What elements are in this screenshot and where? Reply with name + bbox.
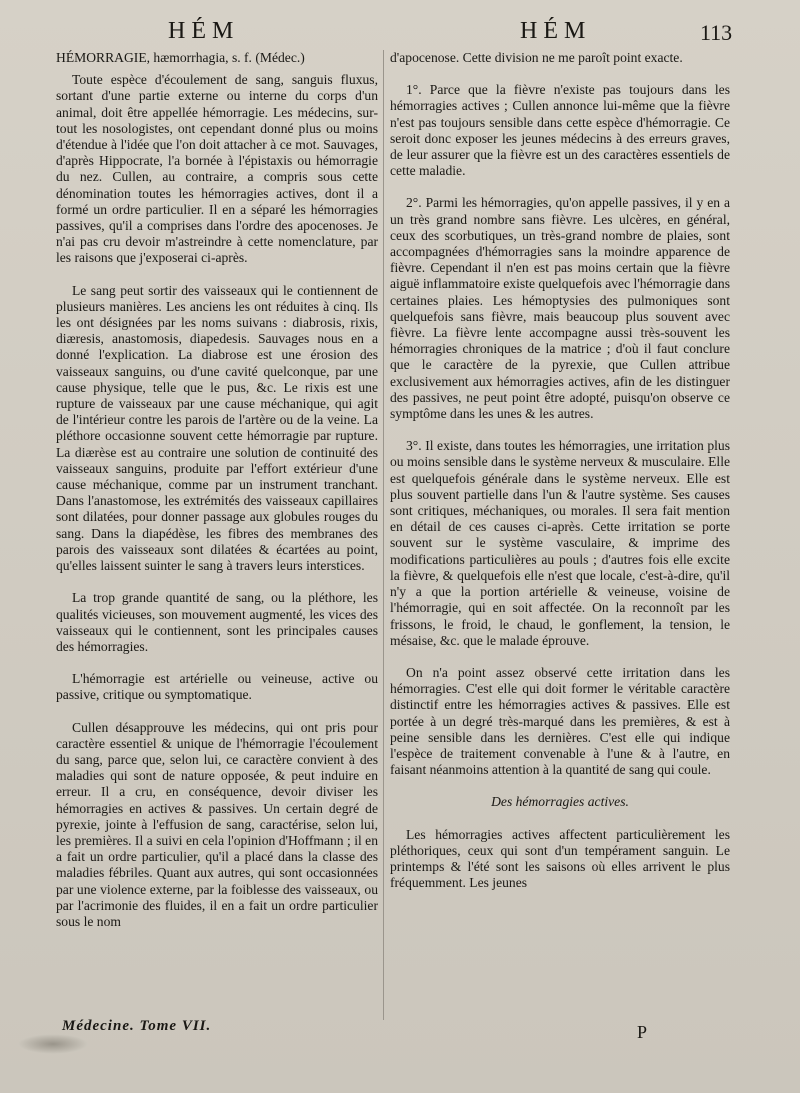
paragraph: Cullen désapprouve les médecins, qui ont pris pour caractère essentiel & unique de l'hémorragie l'écoulement du sang, parce que, selon lui, ce caractère convient à des maladies qui sont de nature opposée, & peut induire en erreur. Il a cru, en conséquence, devoir diviser les hémorragies en actives & passives. Un certain degré de pyrexie, jointe à l'effusion de sang, caractérise, selon lui, les premières. Il a suivi en cela l'opinion d'Hoffmann ; il en a fait un ordre particulier, qu'il a placé dans la classe des maladies fébriles. Quant aux autres, qui sont occasionnées par une violence externe, par la foiblesse des vaisseaux, ou par l'acrimonie des fluides, il en a fait un ordre particulier sous le nom (56, 719, 378, 929)
running-head-left: HÉM (168, 18, 240, 44)
left-column (56, 50, 378, 946)
section-title: Des hémorragies actives. (491, 794, 629, 810)
column-divider (383, 50, 384, 1020)
article-title: HÉMORRAGIE, hæmorrhagia, s. f. (Médec.) (56, 50, 305, 65)
signature-letter: P (637, 1022, 648, 1042)
running-head (0, 10, 800, 46)
paragraph: La trop grande quantité de sang, ou la pléthore, les qualités vicieuses, son mouvement augmenté, les vices des vaisseaux qui le contiennent, sont les principales causes des hémorragies. (56, 590, 378, 654)
paragraph: Le sang peut sortir des vaisseaux qui le contiennent de plusieurs manières. Les anciens les ont réduites à cinq. Ils les ont désignées par les noms suivans : diabrosis, rixis, diæresis, anastomosis, diapedesis. Sauvages nous en a donné l'explication. La diabrose est une érosion des vaisseaux sanguins, ou d'une cavité quelconque, par une cause physique, telle que le pus, &c. Le rixis est une rupture de vaisseaux par une cause méchanique, qui agit de l'intérieur contre les parois de l'artère ou de la veine. La pléthore occasionne souvent cette hémorragie par rupture. La diærèse est au contraire une solution de continuité des vaisseaux sanguins, produite par l'effort extérieur d'une cause méchanique, comme par un instrument tranchant. Dans l'anastomose, les extrémités des vaisseaux capillaires sont dilatées, pour donner passage aux globules rouges du sang. Dans la diapédèse, les fibres des membranes des parois des vaisseaux sont dilatées & écartées au point, qu'elles laissent suinter le sang à travers leurs interstices. (56, 282, 378, 574)
paragraph: L'hémorragie est artérielle ou veineuse, active ou passive, critique ou symptomatique. (56, 671, 378, 703)
ink-smudge (18, 1034, 88, 1054)
paragraph: 1°. Parce que la fièvre n'existe pas toujours dans les hémorragies actives ; Cullen annonce lui-même que la fièvre n'est pas toujours sensible dans cette espèce d'hémorragie. Ce seroit donc exposer les jeunes médecins à des erreurs graves, de leur assurer que la fièvre est un des caractères essentiels de cette maladie. (390, 82, 730, 179)
right-column (390, 50, 730, 907)
paragraph: 3°. Il existe, dans toutes les hémorragies, une irritation plus ou moins sensible dans le système nerveux & musculaire. Elle est quelquefois générale dans le système nerveux. Elle est plus souvent partielle dans l'un & l'autre système. Ses causes sont critiques, méchaniques, ou morales. Il sera fait mention en détail de ces causes ci-après. Cette irritation se porte souvent sur le système vasculaire, & imprime des modifications particulières au pouls ; d'autres fois elle excite la fièvre, & quelquefois elle n'est que locale, c'est-à-dire, qu'il n'y a que la portion artérielle & veineuse, voisine de l'hémorragie, qui en soit affectée. On la reconnoît par les frissons, le froid, le chaud, le gonflement, la tension, le mésaise, &c. que le malade éprouve. (390, 438, 730, 648)
paragraph: 2°. Parmi les hémorragies, qu'on appelle passives, il y en a un très grand nombre sans fièvre. Les ulcères, en général, ceux des scorbutiques, un très-grand nombre de plaies, sont accompagnées d'hémorragies sans la moindre apparence de fièvre. Cependant il n'en est pas moins certain que la fièvre aiguë inflammatoire existe quelquefois avec l'hémorragie dans certaines plaies. Les hémoptysies des pulmoniques sont quelquefois sans fièvre, mais beaucoup plus souvent avec fièvre. La fièvre lente accompagne aussi très-souvent les hémorragies chroniques de la matrice ; d'où il faut conclure que le caractère de la pyrexie, que Cullen attribue exclusivement aux hémorragies actives, afin de les distinguer des passives, ne peut point être adopté, puisqu'on observe ce symptôme dans les unes & les autres. (390, 195, 730, 422)
running-head-right: HÉM (520, 18, 592, 44)
continuation-paragraph: d'apocenose. Cette division ne me paroît point exacte. (390, 50, 683, 65)
paragraph: Les hémorragies actives affectent particulièrement les pléthoriques, ceux qui sont d'un tempérament sanguin. Le printemps & l'été sont les saisons où elles arrivent le plus fréquemment. Les jeunes (390, 826, 730, 891)
page-number: 113 (700, 20, 733, 45)
signature-mark: Médecine. Tome VII. (62, 1018, 212, 1034)
paragraph: On n'a point assez observé cette irritation dans les hémorragies. C'est elle qui doit former le véritable caractère distinctif entre les hémorragies actives & passives. Elle est portée à un degré très-marqué dans les premières, & est à peine sensible dans les dernières. C'est elle qui indique l'espèce de traitement convenable à l'une & à l'autre, en faisant néanmoins attention à la quantité de sang qui coule. (390, 664, 730, 778)
paragraph: Toute espèce d'écoulement de sang, sanguis fluxus, sortant d'une partie externe ou interne du corps d'un animal, doit être appellée hémorragie. Les médecins, sur-tout les nosologistes, ont cependant donné plus ou moins d'étendue à l'idée que l'on doit attacher à ce mot. Sauvages, d'après Hippocrate, l'a bornée à l'épistaxis ou hémorragie du nez. Cullen, au contraire, a compris sous cette dénomination toutes les hémorragies actives, dont il a formé un ordre particulier. Il en a séparé les hémorragies passives, qu'il a comprises dans l'ordre des apocenoses. Je n'ai pas cru devoir m'astreindre à cette nomenclature, par les raisons que j'exposerai ci-après. (56, 72, 378, 266)
